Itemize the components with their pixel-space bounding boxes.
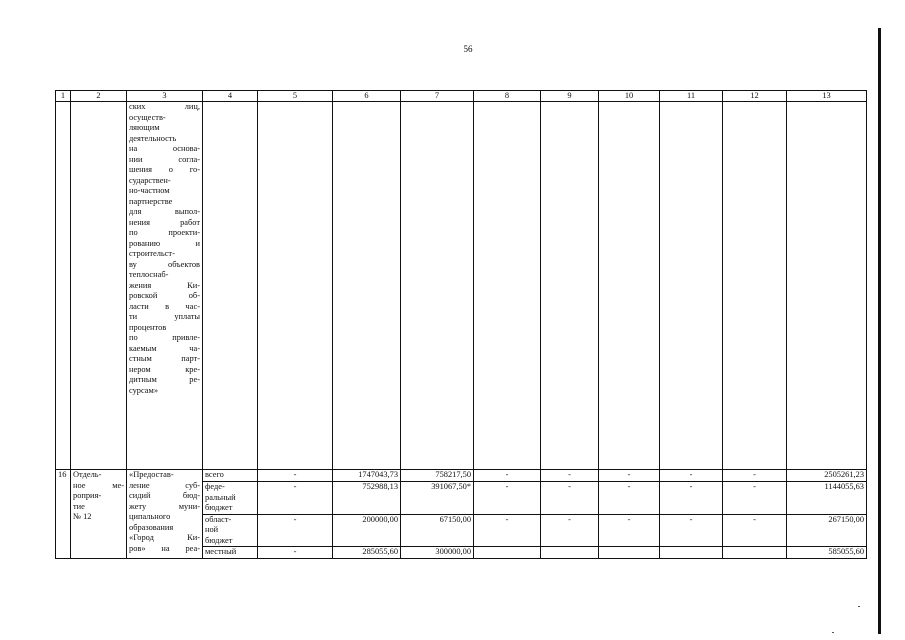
text-line: сударствен- [129, 175, 171, 185]
value-cell: - [474, 482, 541, 515]
value-cell: - [723, 482, 787, 515]
value-cell: - [723, 514, 787, 547]
value-cell: 300000,00 [401, 547, 474, 559]
text-line: всего [205, 470, 224, 479]
column-header: 4 [203, 91, 258, 102]
text-line: шения о го- [129, 165, 200, 174]
value-cell [599, 547, 660, 559]
text-line: ляющим [129, 123, 160, 132]
value-cell [723, 547, 787, 559]
cell [541, 102, 599, 470]
column-header: 11 [660, 91, 723, 102]
value-cell: - [541, 470, 599, 482]
value-cell: 758217,50 [401, 470, 474, 482]
text-line: образования [129, 522, 174, 532]
text-line: по привле- [129, 333, 200, 342]
text-line: бюджет [205, 535, 233, 545]
value-cell: - [258, 514, 333, 547]
text-line: ление суб- [129, 480, 200, 490]
cell [401, 102, 474, 470]
column-header: 5 [258, 91, 333, 102]
value-cell: - [258, 482, 333, 515]
text-line: нения работ [129, 217, 200, 227]
value-cell: - [474, 514, 541, 547]
scan-speck [858, 606, 860, 607]
text-line: ву объектов [129, 259, 200, 269]
value-cell: - [723, 470, 787, 482]
column-header: 1 [56, 91, 71, 102]
funding-source [203, 547, 258, 559]
value-cell: - [258, 547, 333, 559]
text-line: рованию и [129, 238, 200, 248]
row-number: 16 [56, 470, 71, 559]
cell [723, 102, 787, 470]
value-cell: - [258, 470, 333, 482]
measure-type [71, 470, 127, 559]
text-line: ласти в час- [129, 301, 200, 311]
value-cell: 67150,00 [401, 514, 474, 547]
cell [56, 102, 71, 470]
text-line: роприя- [73, 491, 102, 500]
total-cell: 267150,00 [787, 514, 867, 547]
cell [258, 102, 333, 470]
text-line: ровской об- [129, 291, 200, 300]
cell [787, 102, 867, 470]
text-line: жения Ки- [129, 280, 200, 290]
column-header: 10 [599, 91, 660, 102]
text-line: жету муни- [129, 501, 200, 511]
text-line: по проекти- [129, 228, 200, 237]
funding-source [203, 514, 258, 547]
text-line: но-частном [129, 186, 170, 195]
column-number-row [56, 91, 867, 102]
total-cell: 1144055,63 [787, 482, 867, 515]
text-line: осуществ- [129, 112, 166, 122]
value-cell: - [660, 470, 723, 482]
total-cell: 2505261,23 [787, 470, 867, 482]
text-line: ной [205, 525, 219, 534]
column-header: 3 [127, 91, 203, 102]
value-cell: 285055,60 [333, 547, 401, 559]
budget-table [55, 90, 867, 559]
text-line: нером кре- [129, 364, 200, 374]
cell [660, 102, 723, 470]
value-cell: - [599, 482, 660, 515]
text-line: на основа- [129, 144, 200, 153]
value-cell: 200000,00 [333, 514, 401, 547]
column-header: 12 [723, 91, 787, 102]
text-line: для выпол- [129, 207, 200, 216]
value-cell: 1747043,73 [333, 470, 401, 482]
text-line: ральный [205, 492, 236, 502]
continuation-text [127, 102, 203, 470]
text-line: нии согла- [129, 154, 200, 164]
text-line: Отдель- [73, 470, 102, 479]
text-line: теплоснаб- [129, 270, 169, 279]
total-cell: 585055,60 [787, 547, 867, 559]
text-line: бюджет [205, 503, 233, 512]
text-line: «Предостав- [129, 470, 174, 479]
value-cell: - [660, 514, 723, 547]
text-line: сурсам» [129, 385, 159, 395]
value-cell [541, 547, 599, 559]
text-line: стным парт- [129, 354, 200, 363]
scan-margin-rule [878, 28, 881, 634]
cell [474, 102, 541, 470]
funding-source [203, 470, 258, 482]
value-cell: 391067,50* [401, 482, 474, 515]
text-line: ципального [129, 512, 171, 521]
text-line: местный [205, 547, 237, 556]
value-cell: 752988,13 [333, 482, 401, 515]
value-cell: - [660, 482, 723, 515]
text-line: процентов [129, 322, 167, 332]
funding-source [203, 482, 258, 515]
value-cell: - [474, 470, 541, 482]
table-row [56, 470, 867, 482]
text-line: ти уплаты [129, 312, 200, 321]
text-line: партнерстве [129, 196, 173, 206]
text-line: «Город Ки- [129, 533, 200, 542]
value-cell [660, 547, 723, 559]
text-line: ских лиц, [129, 102, 200, 111]
column-header: 8 [474, 91, 541, 102]
column-header: 9 [541, 91, 599, 102]
text-line: област- [205, 514, 232, 524]
measure-name [127, 470, 203, 559]
value-cell: - [541, 482, 599, 515]
text-line: тие [73, 501, 85, 511]
cell [71, 102, 127, 470]
text-line: ров» на реа- [129, 543, 200, 553]
text-line: дитным ре- [129, 375, 200, 384]
text-line: № 12 [73, 512, 92, 521]
text-line: строительст- [129, 249, 175, 258]
value-cell: - [541, 514, 599, 547]
text-line: сидий бюд- [129, 491, 200, 500]
scan-speck [832, 632, 834, 633]
column-header: 13 [787, 91, 867, 102]
column-header: 7 [401, 91, 474, 102]
value-cell: - [599, 514, 660, 547]
text-line: каемым ча- [129, 343, 200, 353]
text-line: ное ме- [73, 480, 124, 490]
continuation-row [56, 102, 867, 470]
cell [333, 102, 401, 470]
column-header: 6 [333, 91, 401, 102]
page-number: 56 [463, 44, 473, 54]
cell [203, 102, 258, 470]
value-cell: - [599, 470, 660, 482]
column-header: 2 [71, 91, 127, 102]
cell [599, 102, 660, 470]
text-line: деятельность [129, 133, 177, 143]
text-line: феде- [205, 482, 225, 491]
value-cell [474, 547, 541, 559]
